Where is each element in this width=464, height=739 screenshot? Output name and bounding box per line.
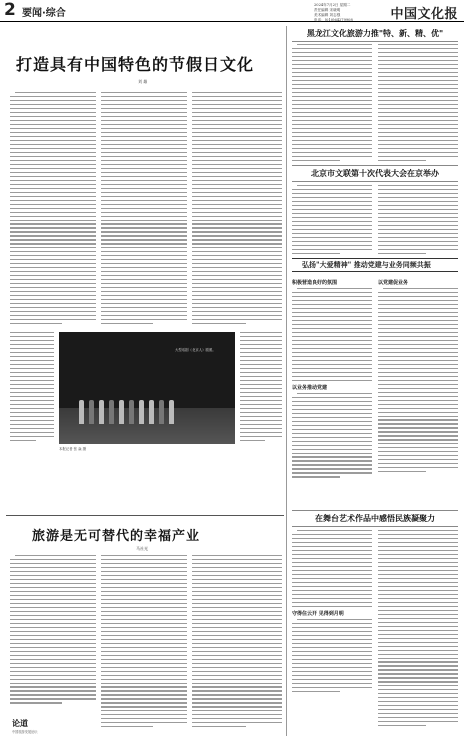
feature-banner: 弘扬"大爱精神" 推动党建与业务同频共振 xyxy=(292,258,458,272)
story3-column-2 xyxy=(378,530,458,729)
story1-column-2 xyxy=(378,44,458,164)
article1-title: 打造具有中国特色的节假日文化 xyxy=(16,55,255,74)
banner-text-block xyxy=(292,288,372,381)
article2-column-3 xyxy=(192,555,282,730)
forum-logo xyxy=(12,718,38,734)
right-story-2 xyxy=(292,163,458,184)
right-story-1 xyxy=(292,28,458,44)
masthead xyxy=(0,0,464,22)
right-story-3 xyxy=(292,508,458,529)
article1-column-3 xyxy=(192,92,282,327)
section-name: 要闻·综合 xyxy=(22,8,66,19)
rule xyxy=(292,181,458,182)
article1-text-block xyxy=(10,332,54,441)
article2-title: 旅游是无可替代的幸福产业 xyxy=(32,529,201,544)
photo-figure xyxy=(109,400,114,424)
photo-stage-floor xyxy=(59,408,235,444)
column-divider xyxy=(286,26,287,736)
photo-figure xyxy=(139,400,144,424)
photo-figure xyxy=(129,400,134,424)
article1-column-2 xyxy=(101,92,187,327)
story1-text-block xyxy=(378,44,458,161)
article1-column-3-lower xyxy=(240,332,282,444)
rule xyxy=(292,41,458,42)
newspaper-logo: 中国文化报 xyxy=(390,7,458,22)
article2-column-1 xyxy=(10,555,96,706)
story3-subhead: 守得住云开 见得到月明 xyxy=(292,610,344,617)
photo-figure xyxy=(79,400,84,424)
article1-column-1 xyxy=(10,92,96,327)
section-rule xyxy=(6,515,284,516)
story2-text-block xyxy=(292,185,372,254)
article2-byline: 马社光 xyxy=(136,546,148,551)
subhead-1: 积极营造良好的氛围 xyxy=(292,280,338,286)
rule xyxy=(292,526,458,527)
photo-credit: 本报记者 张 焱 摄 xyxy=(59,447,86,451)
forum-logo-tagline: 中国旅游发展论坛 xyxy=(12,730,38,734)
article1-column-1-lower xyxy=(10,332,54,444)
article1-text-block xyxy=(240,332,282,441)
rule xyxy=(292,165,458,166)
page-number: 2 xyxy=(4,0,16,20)
story1-title: 黑龙江文化旅游力推"特、新、精、优" xyxy=(306,28,444,38)
story2-column-1 xyxy=(292,185,372,257)
story2-column-2 xyxy=(378,185,458,257)
story2-title: 北京市文联第十次代表大会在京举办 xyxy=(311,168,439,178)
issue-info: 2024年7月2日 星期二 责任编辑 宋晓明 美术编辑 刘志强 电话：(010)64279908 xyxy=(314,3,353,22)
banner-column-1 xyxy=(292,276,372,480)
article1-text-block xyxy=(10,92,96,324)
photo-caption: 大型话剧《北京人》剧照。 xyxy=(175,348,216,352)
banner-text-block xyxy=(292,393,372,478)
article2-column-2 xyxy=(101,555,187,730)
story3-text-block xyxy=(292,530,372,607)
banner-column-2 xyxy=(378,276,458,475)
photo-figure xyxy=(149,400,154,424)
article1-text-block xyxy=(101,92,187,324)
story3-text-block xyxy=(292,619,372,692)
article1-byline: 刘 雄 xyxy=(138,79,148,84)
article2-text-block xyxy=(10,555,96,704)
story2-text-block xyxy=(378,185,458,254)
article2-text-block xyxy=(101,555,187,727)
story3-title: 在舞台艺术作品中感悟民族凝聚力 xyxy=(315,513,435,523)
photo-figure xyxy=(159,400,164,424)
photo-figure xyxy=(169,400,174,424)
photo-figure xyxy=(99,400,104,424)
stage-photo xyxy=(59,332,235,444)
photo-figure xyxy=(119,400,124,424)
article2-text-block xyxy=(192,555,282,727)
rule xyxy=(292,510,458,511)
story1-text-block xyxy=(292,44,372,161)
subhead-3: 以党建促业务 xyxy=(378,280,409,286)
article1-text-block xyxy=(192,92,282,324)
story1-column-1 xyxy=(292,44,372,164)
story3-text-block xyxy=(378,530,458,726)
story3-column-1 xyxy=(292,530,372,695)
subhead-2: 以业务推动党建 xyxy=(292,384,328,391)
banner-text-block xyxy=(378,288,458,472)
photo-figure xyxy=(89,400,94,424)
forum-logo-title: 论道 xyxy=(12,718,28,728)
